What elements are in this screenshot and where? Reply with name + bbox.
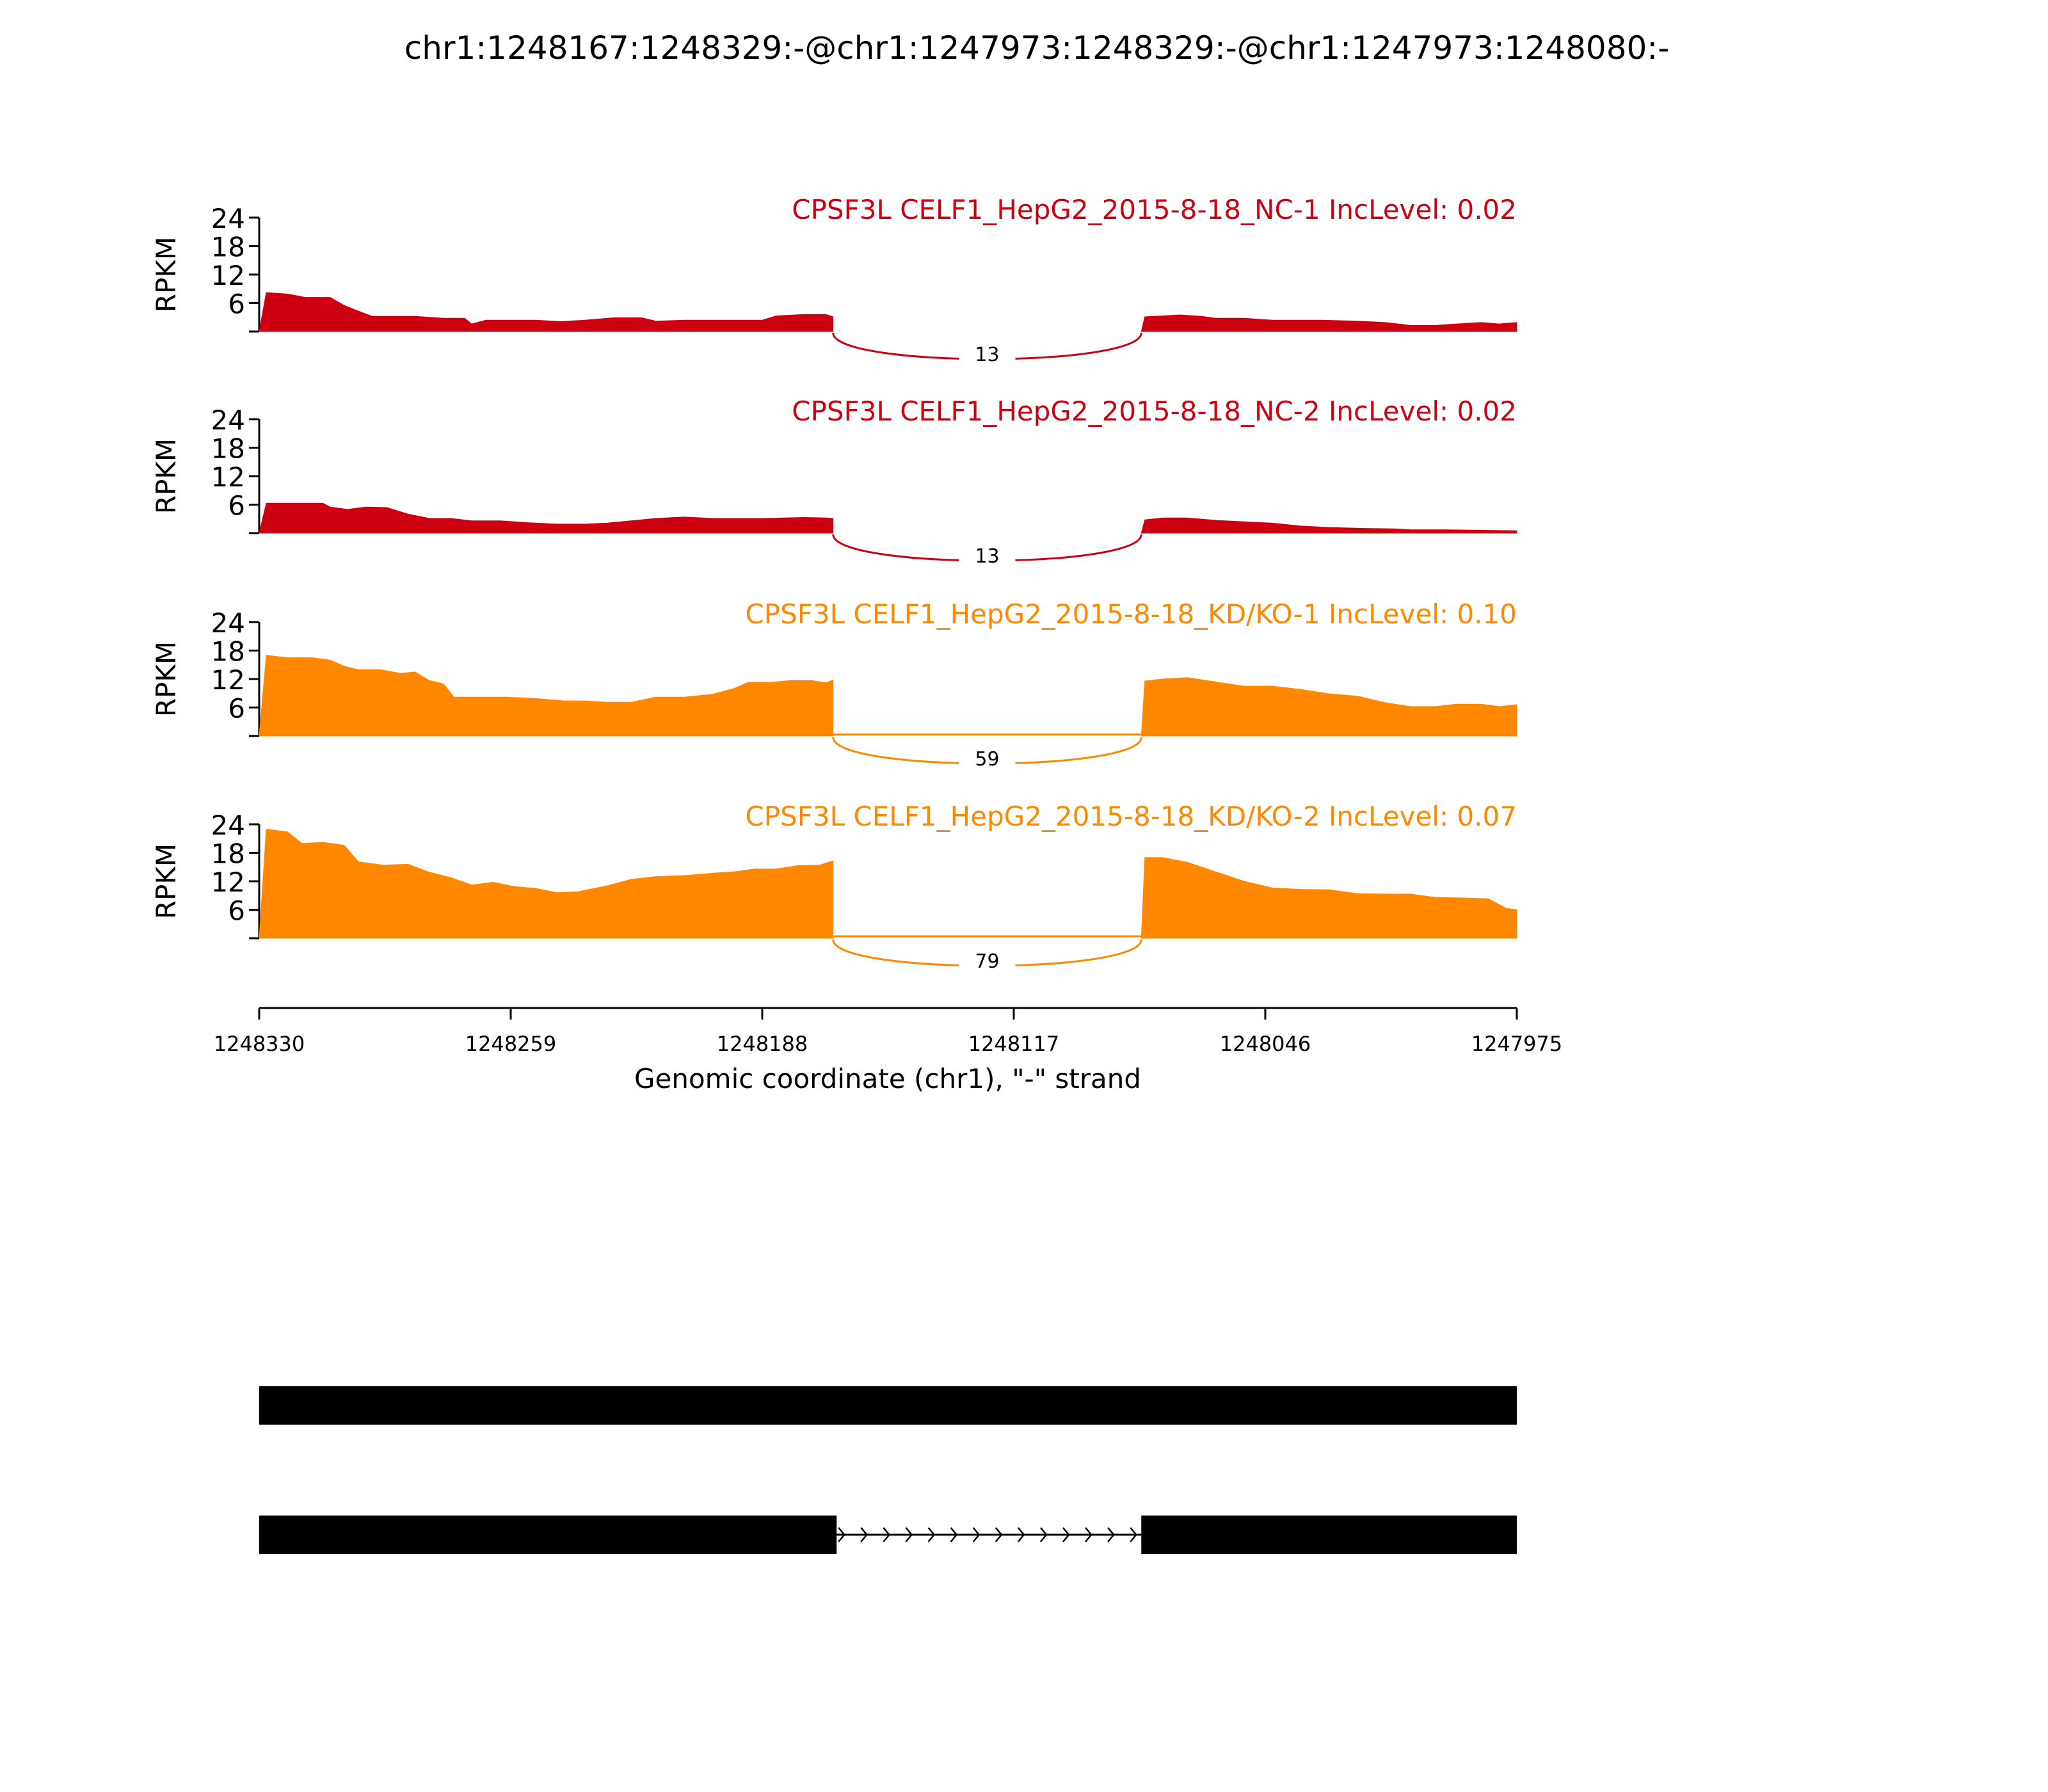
y-tick-label: 24	[211, 404, 245, 436]
y-tick-label: 12	[211, 867, 245, 898]
x-tick-label: 1248259	[465, 1032, 557, 1056]
y-tick-label: 6	[228, 692, 245, 724]
junction-count-label: 59	[975, 748, 1000, 771]
y-tick-label: 6	[228, 895, 245, 927]
y-tick-label: 6	[228, 288, 245, 320]
y-tick-label: 12	[211, 461, 245, 493]
exon-block	[259, 1516, 836, 1554]
x-tick-label: 1248188	[716, 1032, 808, 1056]
exon-block	[259, 1386, 1517, 1425]
y-tick-label: 12	[211, 664, 245, 696]
junction-count-label: 13	[975, 344, 1000, 366]
y-tick-label: 18	[211, 433, 245, 465]
track-title: CPSF3L CELF1_HepG2_2015-8-18_NC-2 IncLevel: 0.02	[792, 396, 1517, 427]
y-tick-label: 24	[211, 607, 245, 639]
track-title: CPSF3L CELF1_HepG2_2015-8-18_NC-1 IncLevel: 0.02	[792, 194, 1517, 225]
junction-count-label: 13	[975, 545, 1000, 568]
y-tick-label: 18	[211, 838, 245, 870]
y-tick-label: 18	[211, 636, 245, 668]
x-tick-label: 1248046	[1219, 1032, 1311, 1056]
y-axis-label: RPKM	[150, 641, 182, 717]
y-tick-label: 18	[211, 231, 245, 263]
gene-model-1	[259, 1386, 1517, 1425]
junction-count-label: 79	[975, 950, 1000, 973]
y-tick-label: 12	[211, 260, 245, 291]
track-title: CPSF3L CELF1_HepG2_2015-8-18_KD/KO-1 IncLevel: 0.10	[745, 598, 1517, 630]
x-axis-label: Genomic coordinate (chr1), "-" strand	[634, 1063, 1142, 1094]
y-tick-label: 6	[228, 490, 245, 522]
y-axis-label: RPKM	[150, 843, 182, 920]
figure-title: chr1:1248167:1248329:-@chr1:1247973:1248329:-@chr1:1247973:1248080:-	[404, 29, 1670, 67]
x-tick-label: 1247975	[1471, 1032, 1563, 1056]
y-axis-label: RPKM	[150, 236, 182, 313]
exon-block	[1141, 1516, 1517, 1554]
x-tick-label: 1248330	[213, 1032, 305, 1056]
y-tick-label: 24	[211, 203, 245, 234]
x-tick-label: 1248117	[968, 1032, 1060, 1056]
y-tick-label: 24	[211, 810, 245, 841]
track-title: CPSF3L CELF1_HepG2_2015-8-18_KD/KO-2 IncLevel: 0.07	[745, 801, 1517, 832]
y-axis-label: RPKM	[150, 438, 182, 515]
